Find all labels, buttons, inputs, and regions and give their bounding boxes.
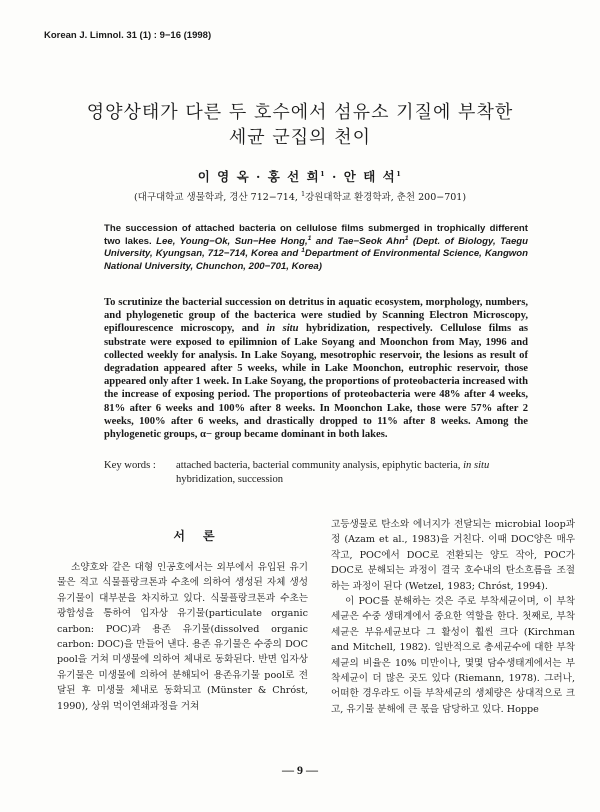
author-1-affiliation-mark: 1: [320, 169, 327, 178]
author-separator: ·: [326, 169, 344, 184]
korean-title-line1: 영양상태가 다른 두 호수에서 섬유소 기질에 부착한: [86, 102, 514, 123]
affiliation-part1: (대구대학교 생물학과, 경산 712−714,: [133, 192, 301, 203]
affiliation-mark: 1: [300, 189, 306, 198]
affiliation-part2: 강원대학교 환경학과, 춘천 200−701): [305, 192, 467, 203]
author-2-affiliation-mark: 1: [396, 169, 403, 178]
right-paragraph-2: 이 POC를 분해하는 것은 주로 부착세균이며, 이 부착세균은 수중 생태계에서 중요한 역할을 한다. 첫째로, 부착세균은 부유세균보다 그 활성이 훨씬 크다 (Kirchman and Mitchell, 1982). 일반적으로 총세균수에 대한 부착세균의 비율은 10% 미만이나, 몇몇 담수생태계에서는 부착세균이 더 많은 곳도 있다 (Riemann, 1978). 그러나, 어떠한 경우라도 이들 부착세균의 생체량은 상대적으로 크고, 유기물 분해에 큰 몫을 담당하고 있다. Hoppe: [331, 596, 575, 715]
left-column: [57, 560, 308, 714]
english-authors: Lee, Young−Ok, Sun−Hee Hong,$^1$ and Tae−Seok Ahn$^1$ (Dept. of Biology, Taegu University, Kyungsan, 712−714, Korea and $^1$Department of Environmental Science, Kangwon National University, Chunchon, 200−701, Korea): [104, 234, 528, 272]
right-paragraph-1: 고등생물로 탄소와 에너지가 전달되는 microbial loop과정 (Azam et al., 1983)을 거친다. 이때 DOC양은 매우 작고, POC에서 DOC로 전환되는 양도 작아, POC가 DOC로 분해되는 과정이 결국 호수내의 탄소흐름을 조절하는 과정이 된다 (Wetzel, 1983; Chróst, 1994).: [331, 519, 575, 592]
keywords-label: Key words :: [104, 460, 156, 471]
abstract-in-situ: in situ: [266, 323, 299, 335]
english-title: The succession of attached bacteria on cellulose films submerged in trophically different two lakes.: [104, 223, 528, 247]
journal-citation: Korean J. Limnol. 31 (1) : 9−16 (1998): [44, 30, 212, 41]
korean-authors: [0, 167, 600, 185]
english-title-block: [104, 223, 528, 273]
korean-affiliation: [0, 189, 600, 203]
abstract: To scrutinize the bacterial succession on detritus in aquatic ecosystem, morphology, numbers, and phylogenetic group of the bacterica were studied by Scanning Electron Microscopy, epiflourescence microscopy, and in situ hybridization, respectively. Cellulose films as substrate were exposed to epilimnion of Lake Soyang and Moonchon from May, 1996 and collected weekly for analysis. In Lake Soyang, mesotrophic reservoir, the lesions as result of degradation appeared after 5 weeks, while in Lake Moonchon, eutrophic reservoir, those appeared only after 1 week. In Lake Soyang, the proportions of proteobacteria increased with the increase of exposing period. The proportions of proteobacteria were 48% after 4 weeks, 81% after 6 weeks and 100% after 8 weeks. In Moonchon Lake, those were 57% after 2 weeks, 100% after 6 weeks, and drastically dropped to 11% after 8 weeks. Among the phylogenetic groups, α− group became dominant in both lakes.: [104, 297, 528, 441]
page-number: — 9 —: [282, 763, 318, 777]
keywords: [104, 459, 534, 486]
keywords-text: attached bacteria, bacterial community analysis, epiphytic bacteria, in situ hybridization, succession: [176, 460, 490, 485]
korean-title-line2: 세균 군집의 천이: [228, 127, 372, 148]
author-1: 이 영 옥 · 홍 선 희: [197, 169, 321, 184]
right-column: [331, 517, 575, 717]
author-2: 안 태 석: [343, 169, 397, 184]
section-heading-introduction: 서론: [173, 529, 233, 543]
left-paragraph-1: 소양호와 같은 대형 인공호에서는 외부에서 유입된 유기물은 적고 식물플랑크톤과 수초에 의하여 생성된 자체 생성 유기물이 대부분을 차지하고 있다. 식물플랑크톤과 수초는 광합성을 통하여 입자상 유기물(particulate organic carbon: POC)과 용존 유기물(dissolved organic carbon: DOC)을 만들어 낸다. 용존 유기물은 수중의 DOC pool을 거쳐 미생물에 의하여 체내로 동화된다. 반면 입자상 유기물은 미생물에 의하여 분해되어 용존유기물 pool로 전달된 후 미생물 체내로 동화되고 (Münster & Chróst, 1990), 상위 먹이연쇄과정을 거쳐: [57, 562, 308, 712]
